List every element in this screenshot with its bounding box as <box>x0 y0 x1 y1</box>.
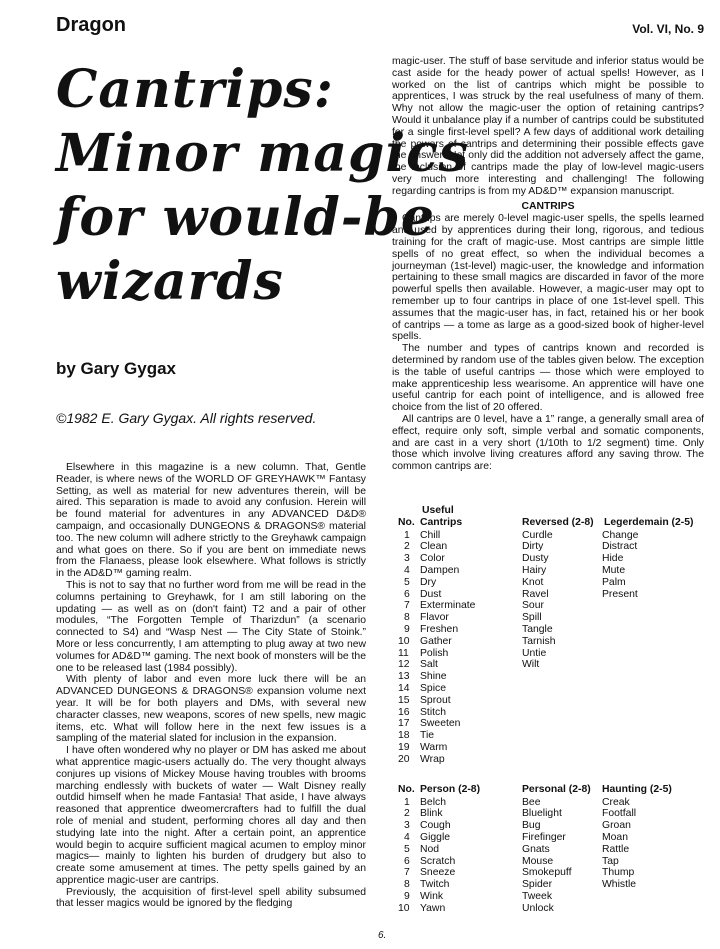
reversed-cantrip: Spill <box>522 612 542 624</box>
haunting-cantrip: Rattle <box>602 843 630 855</box>
row-number: 1 <box>404 796 410 808</box>
paragraph: The number and types of cantrips known and recorded is determined by random use of the tables given below. The exception is the table of useful cantrips — those which were employed to make apprenticeship less wearisome. An apprentice will have one useful cantrip for each point of intelligence, and is allowed free choice from the list of 20 offered. <box>392 343 704 414</box>
section-heading: CANTRIPS <box>521 200 575 212</box>
personal-cantrip: Firefinger <box>522 831 566 843</box>
legerdemain-cantrip: Palm <box>602 576 626 588</box>
useful-cantrip: Exterminate <box>420 600 476 612</box>
reversed-cantrip: Ravel <box>522 588 549 600</box>
legerdemain-cantrip: Distract <box>602 541 638 553</box>
person-cantrip: Scratch <box>420 855 456 867</box>
row-number: 10 <box>398 635 410 647</box>
reversed-cantrip: Tarnish <box>522 635 556 647</box>
useful-cantrip: Freshen <box>420 623 459 635</box>
row-number: 8 <box>404 879 410 891</box>
useful-cantrip: Color <box>420 553 445 565</box>
legerdemain-cantrip: Present <box>602 588 638 600</box>
row-number: 5 <box>404 843 410 855</box>
row-number: 19 <box>398 741 410 753</box>
left-column <box>56 462 366 910</box>
haunting-cantrip: Groan <box>602 820 631 832</box>
row-number: 9 <box>404 890 410 902</box>
paragraph: Previously, the acquisition of first-level spell ability subsumed that lesser magics would be ignored by the fledging <box>56 886 366 910</box>
row-number: 5 <box>404 576 410 588</box>
haunting-cantrip: Moan <box>602 831 628 843</box>
useful-cantrip: Tie <box>420 730 435 742</box>
row-number: 2 <box>404 541 410 553</box>
personal-cantrip: Bee <box>522 796 541 808</box>
useful-cantrip: Dry <box>420 576 437 588</box>
haunting-cantrip: Whistle <box>602 879 637 891</box>
useful-cantrip: Salt <box>420 659 438 671</box>
personal-cantrip: Tweek <box>522 890 553 902</box>
haunting-cantrip: Thump <box>602 867 635 879</box>
row-number: 17 <box>398 718 410 730</box>
person-cantrip: Sneeze <box>420 867 456 879</box>
haunting-cantrip: Creak <box>602 796 630 808</box>
haunting-cantrip: Footfall <box>602 808 637 820</box>
useful-cantrip: Spice <box>420 682 446 694</box>
legerdemain-cantrip: Hide <box>602 553 624 565</box>
person-cantrip: Twitch <box>420 879 450 891</box>
reversed-cantrip: Curdle <box>522 529 553 541</box>
table-header: No. <box>398 784 415 795</box>
byline: by Gary Gygax <box>56 359 177 378</box>
person-cantrip: Wink <box>420 890 444 902</box>
magazine-name: Dragon <box>56 14 126 36</box>
legerdemain-cantrip: Mute <box>602 564 626 576</box>
personal-cantrip: Bluelight <box>522 808 562 820</box>
personal-cantrip: Mouse <box>522 855 554 867</box>
row-number: 18 <box>398 730 410 742</box>
row-number: 1 <box>404 529 410 541</box>
reversed-cantrip: Dirty <box>522 541 544 553</box>
table-header: Reversed (2-8) <box>522 517 594 528</box>
personal-cantrip: Gnats <box>522 843 550 855</box>
row-number: 10 <box>398 902 410 914</box>
row-number: 12 <box>398 659 410 671</box>
person-cantrip: Nod <box>420 843 440 855</box>
row-number: 16 <box>398 706 410 718</box>
right-column <box>392 56 704 473</box>
reversed-cantrip: Wilt <box>522 659 540 671</box>
cantrip-table-1 <box>398 505 708 773</box>
paragraph: I have often wondered why no player or DM has asked me about what apprentice magic-users actually do. The very thought always conjures up visions of Mickey Mouse having troubles with brooms marching endlessly with buckets of water — Walt Disney really outdid himself when he made Fantasia! That aside, I have always reasoned that apprentice dweomercrafters had to fulfill the dual role of menial and student, performing chores all day and then studying late into the night. After a certain point, an apprentice would begin to acquire sufficient magical acumen to employ minor magics— mainly to lighten his burden of drudgery but also to create some amusement at times. The petty spells gained by an apprentice magic-user are cantrips. <box>56 745 366 886</box>
useful-cantrip: Chill <box>420 529 441 541</box>
useful-cantrip: Warm <box>420 741 448 753</box>
person-cantrip: Yawn <box>420 902 446 914</box>
row-number: 13 <box>398 671 410 683</box>
useful-cantrip: Sprout <box>420 694 451 706</box>
title-line: wizards <box>56 251 284 312</box>
paragraph: magic-user. The stuff of base servitude and inferior status would be cast aside for the heady power of actual spells! However, as I worked on the list of cantrips which might be possible to apprentices, I was struck by the real usefulness of many of them. Why not allow the magic-user the option of retaining cantrips? Would it unbalance play if a number of cantrips could be substituted for a single first-level spell? A few days of additional work detailing the powers of cantrips and determining their possible effects gave the answer: Not only did the addition not adversely affect the game, the inclusion of cantrips made the play of low-level magic-users very much more interesting and challenging! The following regarding cantrips is from my AD&D™ expansion manuscript. <box>392 56 704 197</box>
page-number: 6. <box>378 930 387 941</box>
useful-cantrip: Wrap <box>420 753 445 765</box>
table-header: No. <box>398 517 415 528</box>
title-line: Minor magics <box>56 123 470 184</box>
paragraph: Cantrips are merely 0-level magic-user spells, the spells learned and used by apprentices during their long, rigorous, and tedious training for the craft of magic-use. Most cantrips are simple little spells of no great effect, so when the individual becomes a journeyman (1st-level) magic-user, the knowledge and information pertaining to these small magics are discarded in favor of the more powerful spells then available. However, a magic-user may opt to remember up to four cantrips in place of one 1st-level spell. This assumes that the magic-user has, in fact, retained his or her book of cantrips — a tome as large as a good-sized book of higher-level spells. <box>392 213 704 343</box>
table-header: Legerdemain (2-5) <box>604 517 694 528</box>
paragraph: With plenty of labor and even more luck there will be an ADVANCED DUNGEONS & DRAGONS® expansion volume next year. It will be for both players and DMs, with several new character classes, new weapons, scores of new spells, new magic items, etc. What will follow here in the next few issues is a sampling of the material slated for inclusion in the expansion. <box>56 674 366 745</box>
reversed-cantrip: Dusty <box>522 553 549 565</box>
title-line: Cantrips: <box>56 59 334 120</box>
row-number: 3 <box>404 553 410 565</box>
cantrip-table-2 <box>398 784 708 924</box>
useful-cantrip: Shine <box>420 671 447 683</box>
paragraph: This is not to say that no further word from me will be read in the columns pertaining to Greyhawk, for I am still laboring on the updating — as well as on (don't faint) T2 and a pair of other modules, “The Forgotten Temple of Tharizdun” (a scenario connected to S4) and “Wasp Nest — The City State of Stoink.” More or less concurrently, I am attempting to plug away at two new volumes for AD&D™ gaming. The next book of monsters will be the one to be released last (1984 possibly). <box>56 579 366 674</box>
table-header: Personal (2-8) <box>522 784 591 795</box>
row-number: 15 <box>398 694 410 706</box>
useful-cantrip: Polish <box>420 647 449 659</box>
reversed-cantrip: Knot <box>522 576 544 588</box>
table-header: Haunting (2-5) <box>602 784 672 795</box>
article-title <box>56 58 470 314</box>
row-number: 20 <box>398 753 410 765</box>
useful-cantrip: Dampen <box>420 564 460 576</box>
person-cantrip: Blink <box>420 808 443 820</box>
title-line: for would-be <box>56 187 435 248</box>
row-number: 4 <box>404 831 410 843</box>
row-number: 6 <box>404 855 410 867</box>
reversed-cantrip: Untie <box>522 647 547 659</box>
person-cantrip: Belch <box>420 796 446 808</box>
personal-cantrip: Bug <box>522 820 541 832</box>
useful-cantrip: Gather <box>420 635 452 647</box>
row-number: 11 <box>398 647 409 659</box>
row-number: 7 <box>404 867 410 879</box>
reversed-cantrip: Sour <box>522 600 544 612</box>
paragraph: Elsewhere in this magazine is a new column. That, Gentle Reader, is where news of the WORLD OF GREYHAWK™ Fantasy Setting, as well as material for new adventures therein, will be aired. This separation is made to avoid any confusion. Herein will be found material for adventures in any ADVANCED D&D® campaign, and occasionally DUNGEONS & DRAGONS® material too. The new column will adhere strictly to the Greyhawk campaign and what goes on there. So if you are bent on immediate news from the Flanaess, please look elsewhere. What follows is strictly in the AD&D™ gaming realm. <box>56 462 366 580</box>
useful-cantrip: Clean <box>420 541 448 553</box>
useful-cantrip: Dust <box>420 588 442 600</box>
haunting-cantrip: Tap <box>602 855 619 867</box>
row-number: 3 <box>404 820 410 832</box>
person-cantrip: Giggle <box>420 831 451 843</box>
row-number: 14 <box>398 682 410 694</box>
table-header: Useful <box>422 505 454 516</box>
reversed-cantrip: Tangle <box>522 623 553 635</box>
useful-cantrip: Sweeten <box>420 718 461 730</box>
table-header: Cantrips <box>420 517 463 528</box>
table-header: Person (2-8) <box>420 784 481 795</box>
personal-cantrip: Unlock <box>522 902 554 914</box>
copyright-notice: ©1982 E. Gary Gygax. All rights reserved. <box>56 410 317 426</box>
row-number: 6 <box>404 588 410 600</box>
useful-cantrip: Stitch <box>420 706 446 718</box>
personal-cantrip: Smokepuff <box>522 867 572 879</box>
reversed-cantrip: Hairy <box>522 564 547 576</box>
row-number: 2 <box>404 808 410 820</box>
row-number: 9 <box>404 623 410 635</box>
person-cantrip: Cough <box>420 820 451 832</box>
useful-cantrip: Flavor <box>420 612 449 624</box>
legerdemain-cantrip: Change <box>602 529 639 541</box>
row-number: 4 <box>404 564 410 576</box>
row-number: 7 <box>404 600 410 612</box>
personal-cantrip: Spider <box>522 879 553 891</box>
issue-number: Vol. VI, No. 9 <box>632 22 704 36</box>
row-number: 8 <box>404 612 410 624</box>
paragraph: All cantrips are 0 level, have a 1” range, a generally small area of effect, require only soft, simple verbal and somatic components, and are cast in a very short (1/10th to 1/2 segment) time. Only those which involve living creatures afford any saving throw. The common cantrips are: <box>392 413 704 473</box>
